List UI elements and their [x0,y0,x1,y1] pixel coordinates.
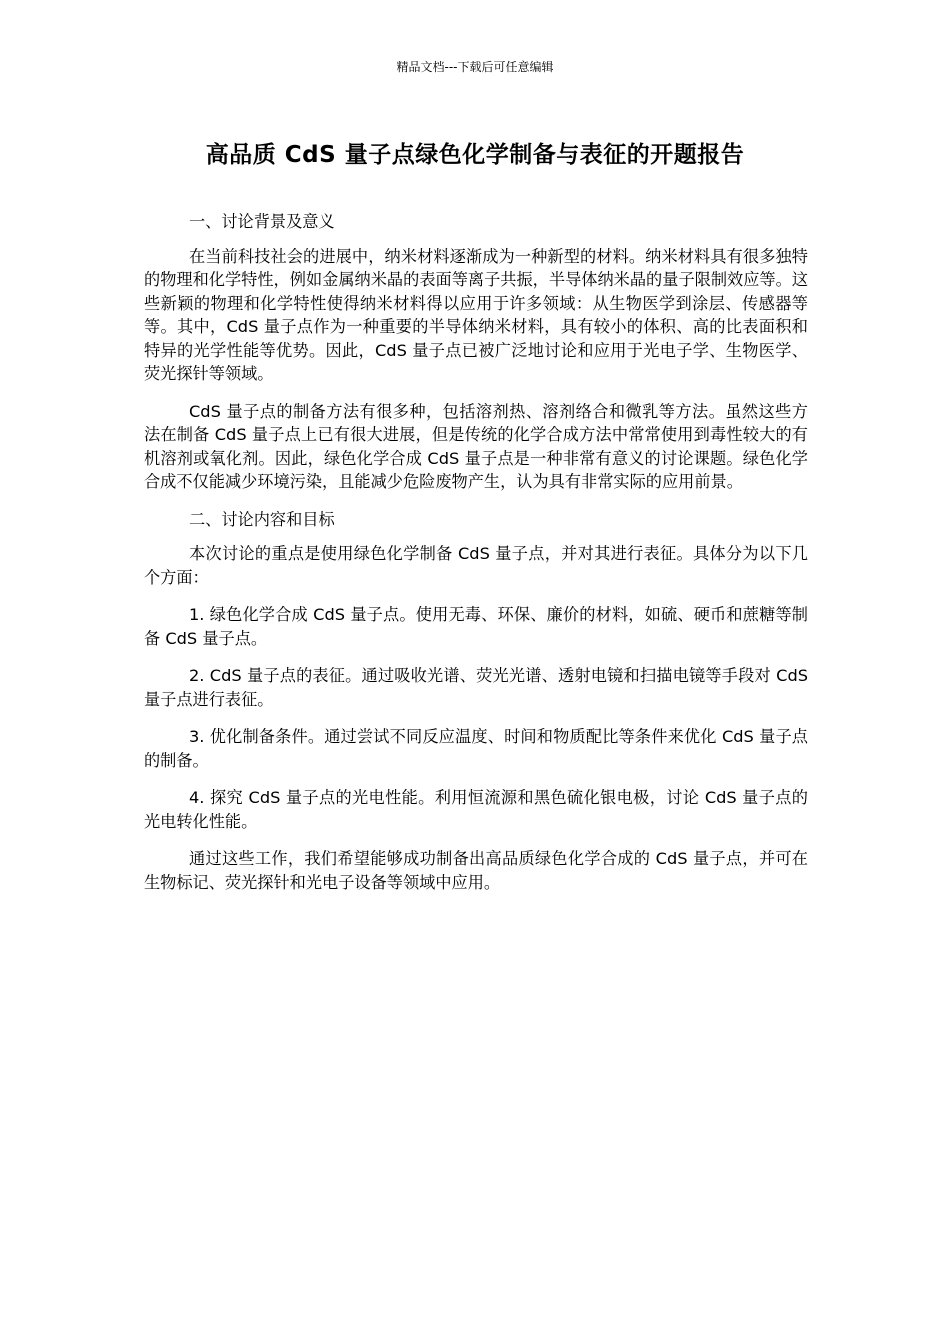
document-body [144,210,808,908]
section-background [144,210,808,494]
paragraph: CdS 量子点的制备方法有很多种，包括溶剂热、溶剂络合和微乳等方法。虽然这些方法在制备 CdS 量子点上已有很大进展，但是传统的化学合成方法中常常使用到毒性较大的有机溶剂或氧化剂。因此，绿色化学合成 CdS 量子点是一种非常有意义的讨论课题。绿色化学合成不仅能减少环境污染，且能减少危险废物产生，认为具有非常实际的应用前景。 [144,401,808,491]
section-heading: 二、讨论内容和目标 [189,509,335,529]
section-content-goals [144,508,808,895]
document-title: 高品质 CdS 量子点绿色化学制备与表征的开题报告 [205,142,745,168]
list-item: 1. 绿色化学合成 CdS 量子点。使用无毒、环保、廉价的材料，如硫、硬币和蔗糖等制备 CdS 量子点。 [144,605,808,648]
header-note: 精品文档---下载后可任意编辑 [396,60,554,74]
list-item: 3. 优化制备条件。通过尝试不同反应温度、时间和物质配比等条件来优化 CdS 量子点的制备。 [144,727,808,770]
list-item: 2. CdS 量子点的表征。通过吸收光谱、荧光光谱、透射电镜和扫描电镜等手段对 CdS 量子点进行表征。 [144,666,808,709]
paragraph: 通过这些工作，我们希望能够成功制备出高品质绿色化学合成的 CdS 量子点，并可在生物标记、荧光探针和光电子设备等领域中应用。 [144,849,808,892]
list-item: 4. 探究 CdS 量子点的光电性能。利用恒流源和黑色硫化银电极，讨论 CdS 量子点的光电转化性能。 [144,788,808,831]
paragraph: 本次讨论的重点是使用绿色化学制备 CdS 量子点，并对其进行表征。具体分为以下几个方面： [144,544,808,587]
section-heading: 一、讨论背景及意义 [189,212,335,231]
paragraph: 在当前科技社会的进展中，纳米材料逐渐成为一种新型的材料。纳米材料具有很多独特的物理和化学特性，例如金属纳米晶的表面等离子共振，半导体纳米晶的量子限制效应等。这些新颖的物理和化学特性使得纳米材料得以应用于许多领域：从生物医学到涂层、传感器等等。其中，CdS 量子点作为一种重要的半导体纳米材料，具有较小的体积、高的比表面积和特异的光学性能等优势。因此，CdS 量子点已被广泛地讨论和应用于光电子学、生物医学、荧光探针等领域。 [144,246,808,383]
